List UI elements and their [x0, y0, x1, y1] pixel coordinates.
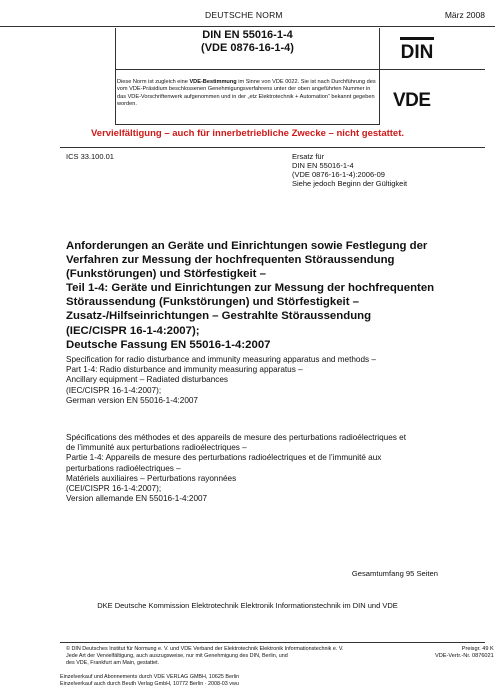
- copyright-line: des VDE, Frankfurt am Main, gestattet.: [66, 659, 160, 666]
- price-group: Preisgr. 49 K: [461, 646, 494, 652]
- title-de-line: (Funkstörungen) und Störfestigkeit –: [66, 268, 266, 281]
- vde-logo: VDE: [393, 90, 431, 111]
- title-french: [66, 433, 491, 504]
- din-logo-graphic: [400, 37, 434, 61]
- document-number: [115, 29, 380, 55]
- title-en-line: (IEC/CISPR 16-1-4:2007);: [66, 385, 162, 395]
- vde-number: (VDE 0876-16-1-4): [201, 42, 294, 54]
- title-en-line: Specification for radio disturbance and immunity measuring apparatus and methods –: [66, 355, 376, 364]
- title-de-line: Teil 1-4: Geräte und Einrichtungen zur Messung der hochfrequenten: [66, 282, 435, 295]
- vde-note-text-2: im Sinne von VDE 0022. Sie ist nach Durchführung des vom VDE-Präsidium beschlossenen Genehmigungsverfahrens unter der oben angeführten Nummer in das VDE-Vorschriftenwerk aufgenommen und in der „etz Elektrotechnik + Automation“ bekannt gegeben worden.: [117, 79, 376, 108]
- title-fr-line: (CEI/CISPR 16-1-4:2007);: [66, 484, 162, 494]
- vde-note-text-1: Diese Norm ist zugleich eine: [117, 79, 190, 85]
- title-en-line: German version EN 55016-1-4:2007: [66, 395, 198, 405]
- title-de-line: Verfahren zur Messung der hochfrequenten Störaussendung: [66, 254, 395, 267]
- din-number: DIN EN 55016-1-4: [202, 29, 293, 41]
- din-logo-text: DIN: [400, 42, 434, 61]
- replaces-line: (VDE 0876-16-1-4):2006-09: [292, 170, 385, 179]
- issue-date: März 2008: [444, 10, 485, 20]
- ics-code: ICS 33.100.01: [66, 152, 114, 161]
- distribution-info: [60, 674, 239, 688]
- price-info: [435, 646, 494, 660]
- title-de-line: Störaussendung (Funkstörungen) und Störfestigkeit –: [66, 296, 360, 309]
- distribution-line: Einzelverkauf und Abonnements durch VDE VERLAG GMBH, 10625 Berlin: [60, 674, 240, 680]
- title-fr-line: Spécifications des méthodes et des appareils de mesure des perturbations radioélectriques et: [66, 433, 406, 442]
- title-fr-line: perturbations radioélectriques –: [66, 463, 181, 473]
- replaces-line: DIN EN 55016-1-4: [292, 161, 354, 170]
- title-en-line: Ancillary equipment – Radiated disturbances: [66, 375, 229, 385]
- box-divider: [115, 69, 485, 70]
- distribution-line: Einzelverkauf auch durch Beuth Verlag GmbH, 10772 Berlin · 2008-03 vwu: [60, 680, 239, 687]
- title-de-line: (IEC/CISPR 16-1-4:2007);: [66, 324, 200, 337]
- replaces-line: Siehe jedoch Beginn der Gültigkeit: [292, 179, 408, 188]
- replaces-line: Ersatz für: [292, 152, 325, 161]
- copyright-line: © DIN Deutsches Institut für Normung e. V. und VDE Verband der Elektrotechnik Elektronik Informationstechnik e. V.: [66, 646, 344, 652]
- title-german: [66, 239, 486, 352]
- copyright-line: Jede Art der Vervielfältigung, auch auszugsweise, nur mit Genehmigung des DIN, Berlin, und: [66, 652, 288, 659]
- divider-line: [60, 147, 485, 148]
- title-english: [66, 355, 486, 406]
- title-fr-line: Matériels auxiliaires – Perturbations rayonnées: [66, 473, 237, 483]
- title-de-line: Zusatz-/Hilfseinrichtungen – Gestrahlte Störaussendung: [66, 310, 372, 323]
- total-pages: Gesamtumfang 95 Seiten: [351, 569, 438, 578]
- footer-divider: [60, 642, 485, 643]
- title-fr-line: de l’immunité aux perturbations radioélectriques –: [66, 443, 247, 453]
- order-number: VDE-Vertr.-Nr. 0876021: [435, 653, 494, 659]
- standard-type: DEUTSCHE NORM: [205, 10, 283, 20]
- title-de-line: Deutsche Fassung EN 55016-1-4:2007: [66, 338, 271, 351]
- replaces-block: [292, 152, 407, 188]
- reproduction-notice: Vervielfältigung – auch für innerbetriebliche Zwecke – nicht gestattet.: [90, 128, 405, 139]
- title-en-line: Part 1-4: Radio disturbance and immunity measuring apparatus –: [66, 365, 303, 375]
- title-de-line: Anforderungen an Geräte und Einrichtungen sowie Festlegung der: [66, 240, 428, 252]
- dke-commission: DKE Deutsche Kommission Elektrotechnik Elektronik Informationstechnik im DIN und VDE: [97, 601, 398, 610]
- din-logo: [400, 37, 434, 61]
- title-fr-line: Version allemande EN 55016-1-4:2007: [66, 494, 208, 504]
- vde-note-bold: VDE-Bestimmung: [189, 79, 237, 85]
- vde-determination-note: [117, 79, 377, 109]
- title-fr-line: Partie 1-4: Appareils de mesure des perturbations radioélectriques et de l’immunité aux: [66, 453, 382, 463]
- copyright-notice: [66, 646, 416, 667]
